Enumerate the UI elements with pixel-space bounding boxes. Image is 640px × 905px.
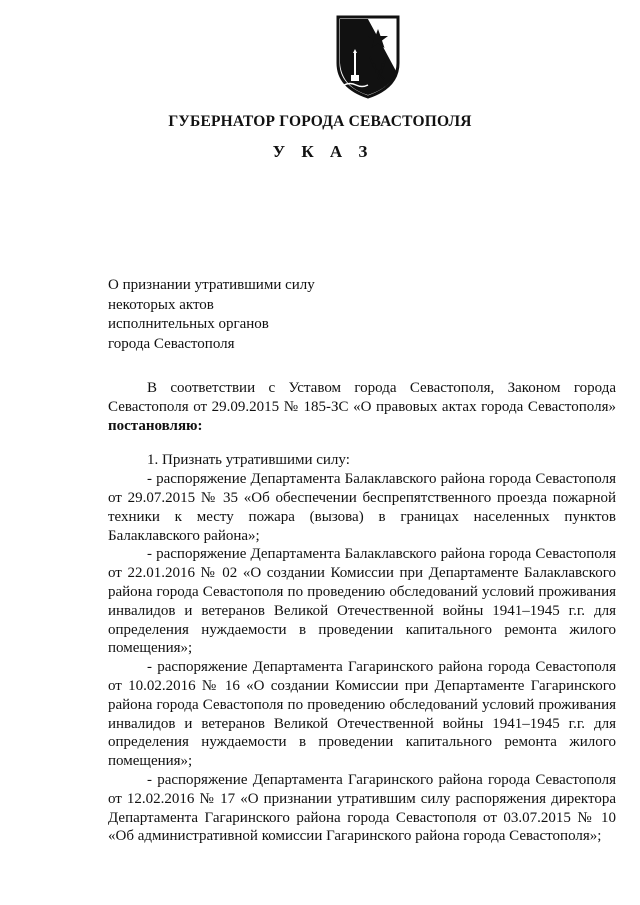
subject-line: города Севастополя [108, 335, 235, 352]
document-subject [108, 276, 315, 354]
list-item: - распоряжение Департамента Гагаринского района города Севастополя от 12.02.2016 № 17 «О признании утратившим силу распоряжения директора Департамента Гагаринского района города Севастополя от 03.07.2015 № 10 «Об административной комиссии Гагаринского района города Севастополя»; [108, 771, 616, 845]
sevastopol-coat-of-arms-icon [334, 13, 402, 99]
item-heading: 1. Признать утратившими силу: [147, 452, 350, 469]
subject-line: исполнительных органов [108, 316, 269, 332]
document-type-title: У К А З [272, 142, 374, 161]
decree-verb: постановляю: [108, 417, 203, 434]
subject-line: некоторых актов [108, 296, 214, 313]
list-item: - распоряжение Департамента Гагаринского района города Севастополя от 10.02.2016 № 16 «О создании Комиссии при Департаменте Гагаринского района города Севастополя по проведению обследований условий проживания инвалидов и ветеранов Великой Отечественной войны 1941–1945 г.г. для определения нуждаемости в проведении капитального ремонта жилого помещения»; [108, 659, 616, 770]
preamble-paragraph [108, 379, 616, 435]
document-issuer-title: ГУБЕРНАТОР ГОРОДА СЕВАСТОПОЛЯ [168, 113, 472, 130]
list-item: - распоряжение Департамента Балаклавского района города Севастополя от 29.07.2015 № 35 «Об обеспечении беспрепятственного проезда пожарной техники к месту пожара (вызова) в границах населенных пунктов Балаклавского района»; [108, 471, 616, 544]
list-item: - распоряжение Департамента Балаклавского района города Севастополя от 22.01.2016 № 02 «О создании Комиссии при Департаменте Балаклавского района города Севастополя по проведению обследований условий проживания инвалидов и ветеранов Великой Отечественной войны 1941–1945 г.г. для определения нуждаемости в проведении капитального ремонта жилого помещения»; [108, 546, 616, 657]
subject-line: О признании утратившими силу [108, 277, 315, 293]
preamble-text: В соответствии с Уставом города Севастополя, Законом города Севастополя от 29.09.2015 № 185-ЗС «О правовых актах города Севастополя» [108, 380, 616, 415]
document-body [108, 379, 616, 846]
